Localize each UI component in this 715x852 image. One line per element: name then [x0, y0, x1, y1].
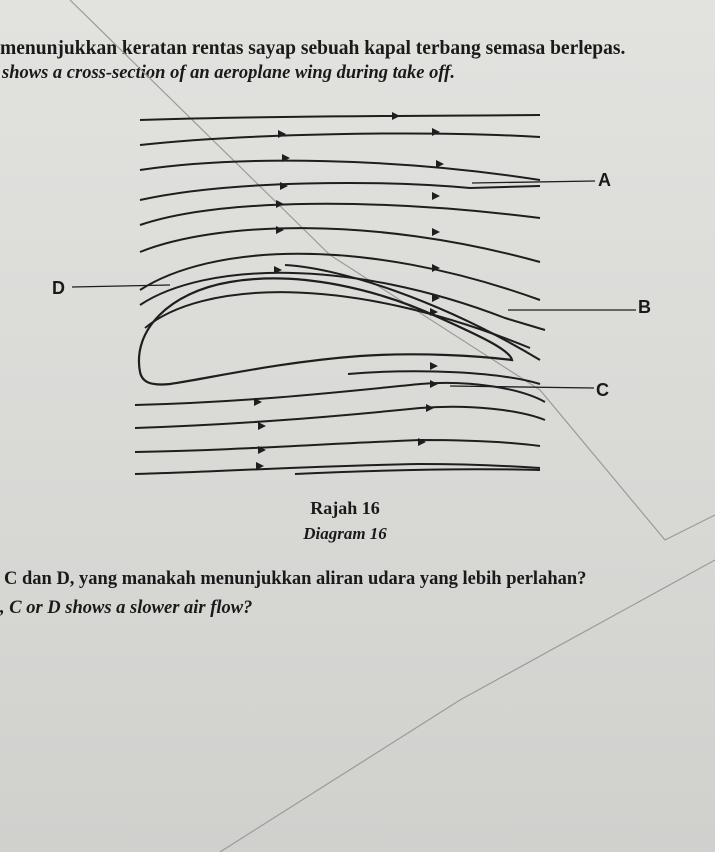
streamline-1: [140, 115, 540, 120]
question-text-english: shows a cross-section of an aeroplane wing during take off.: [2, 63, 455, 83]
arrow-icon: [430, 362, 438, 370]
streamline-2: [140, 134, 540, 145]
arrow-icon: [432, 192, 440, 200]
streamline-3: [140, 161, 540, 180]
label-a: A: [598, 170, 611, 190]
streamline-4: [140, 183, 540, 200]
label-b: B: [638, 297, 651, 317]
leader-line-a: [472, 181, 595, 183]
arrow-icon: [430, 380, 438, 388]
question2-text-malay: C dan D, yang manakah menunjukkan aliran udara yang lebih perlahan?: [4, 569, 587, 589]
streamline-9: [145, 292, 530, 348]
diagram-caption-malay: Rajah 16: [310, 498, 380, 518]
streamline-10: [285, 265, 540, 360]
label-c: C: [596, 380, 609, 400]
leader-line-d: [72, 285, 170, 287]
arrow-icon: [278, 130, 286, 138]
arrow-icon: [392, 112, 400, 120]
arrow-icon: [276, 226, 284, 234]
streamline-5: [140, 204, 540, 225]
streamline-6: [140, 228, 540, 262]
leader-line-c: [450, 386, 594, 388]
arrow-icon: [426, 404, 434, 412]
streamline-13: [135, 407, 545, 428]
label-d: D: [52, 278, 65, 298]
question2-text-english: , C or D shows a slower air flow?: [0, 598, 253, 618]
streamline-16: [295, 469, 540, 474]
arrow-icon: [432, 128, 440, 136]
question-text-malay: menunjukkan keratan rentas sayap sebuah kapal terbang semasa berlepas.: [0, 38, 626, 59]
arrow-icon: [432, 228, 440, 236]
arrow-icon: [258, 422, 266, 430]
diagram-caption-english: Diagram 16: [303, 524, 387, 543]
streamlines-upper: [140, 115, 545, 360]
streamline-14: [135, 440, 540, 452]
